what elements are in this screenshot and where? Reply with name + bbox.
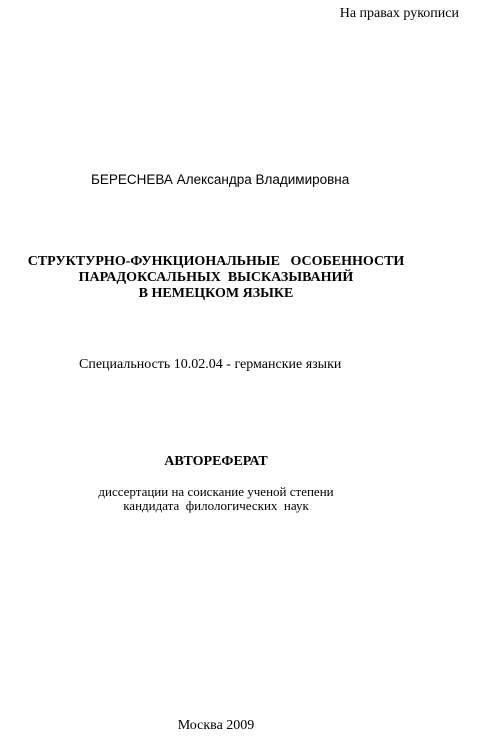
title-line-3: В НЕМЕЦКОМ ЯЗЫКЕ <box>138 286 294 301</box>
abstract-heading: АВТОРЕФЕРАТ <box>164 454 268 469</box>
degree-line-1: диссертации на соискание ученой степени <box>98 484 334 499</box>
title-line-1: СТРУКТУРНО-ФУНКЦИОНАЛЬНЫЕ ОСОБЕННОСТИ <box>27 254 405 269</box>
city-year: Москва 2009 <box>177 718 255 733</box>
degree-description <box>0 485 432 513</box>
dissertation-title <box>0 254 432 302</box>
author-name: БЕРЕСНЕВА Александра Владимировна <box>91 172 350 187</box>
title-line-2: ПАРАДОКСАЛЬНЫХ ВЫСКАЗЫВАНИЙ <box>78 270 354 285</box>
rights-note: На правах рукописи <box>339 6 459 21</box>
degree-line-2: кандидата филологических наук <box>123 498 309 513</box>
specialty-line: Специальность 10.02.04 - германские языки <box>79 357 342 372</box>
